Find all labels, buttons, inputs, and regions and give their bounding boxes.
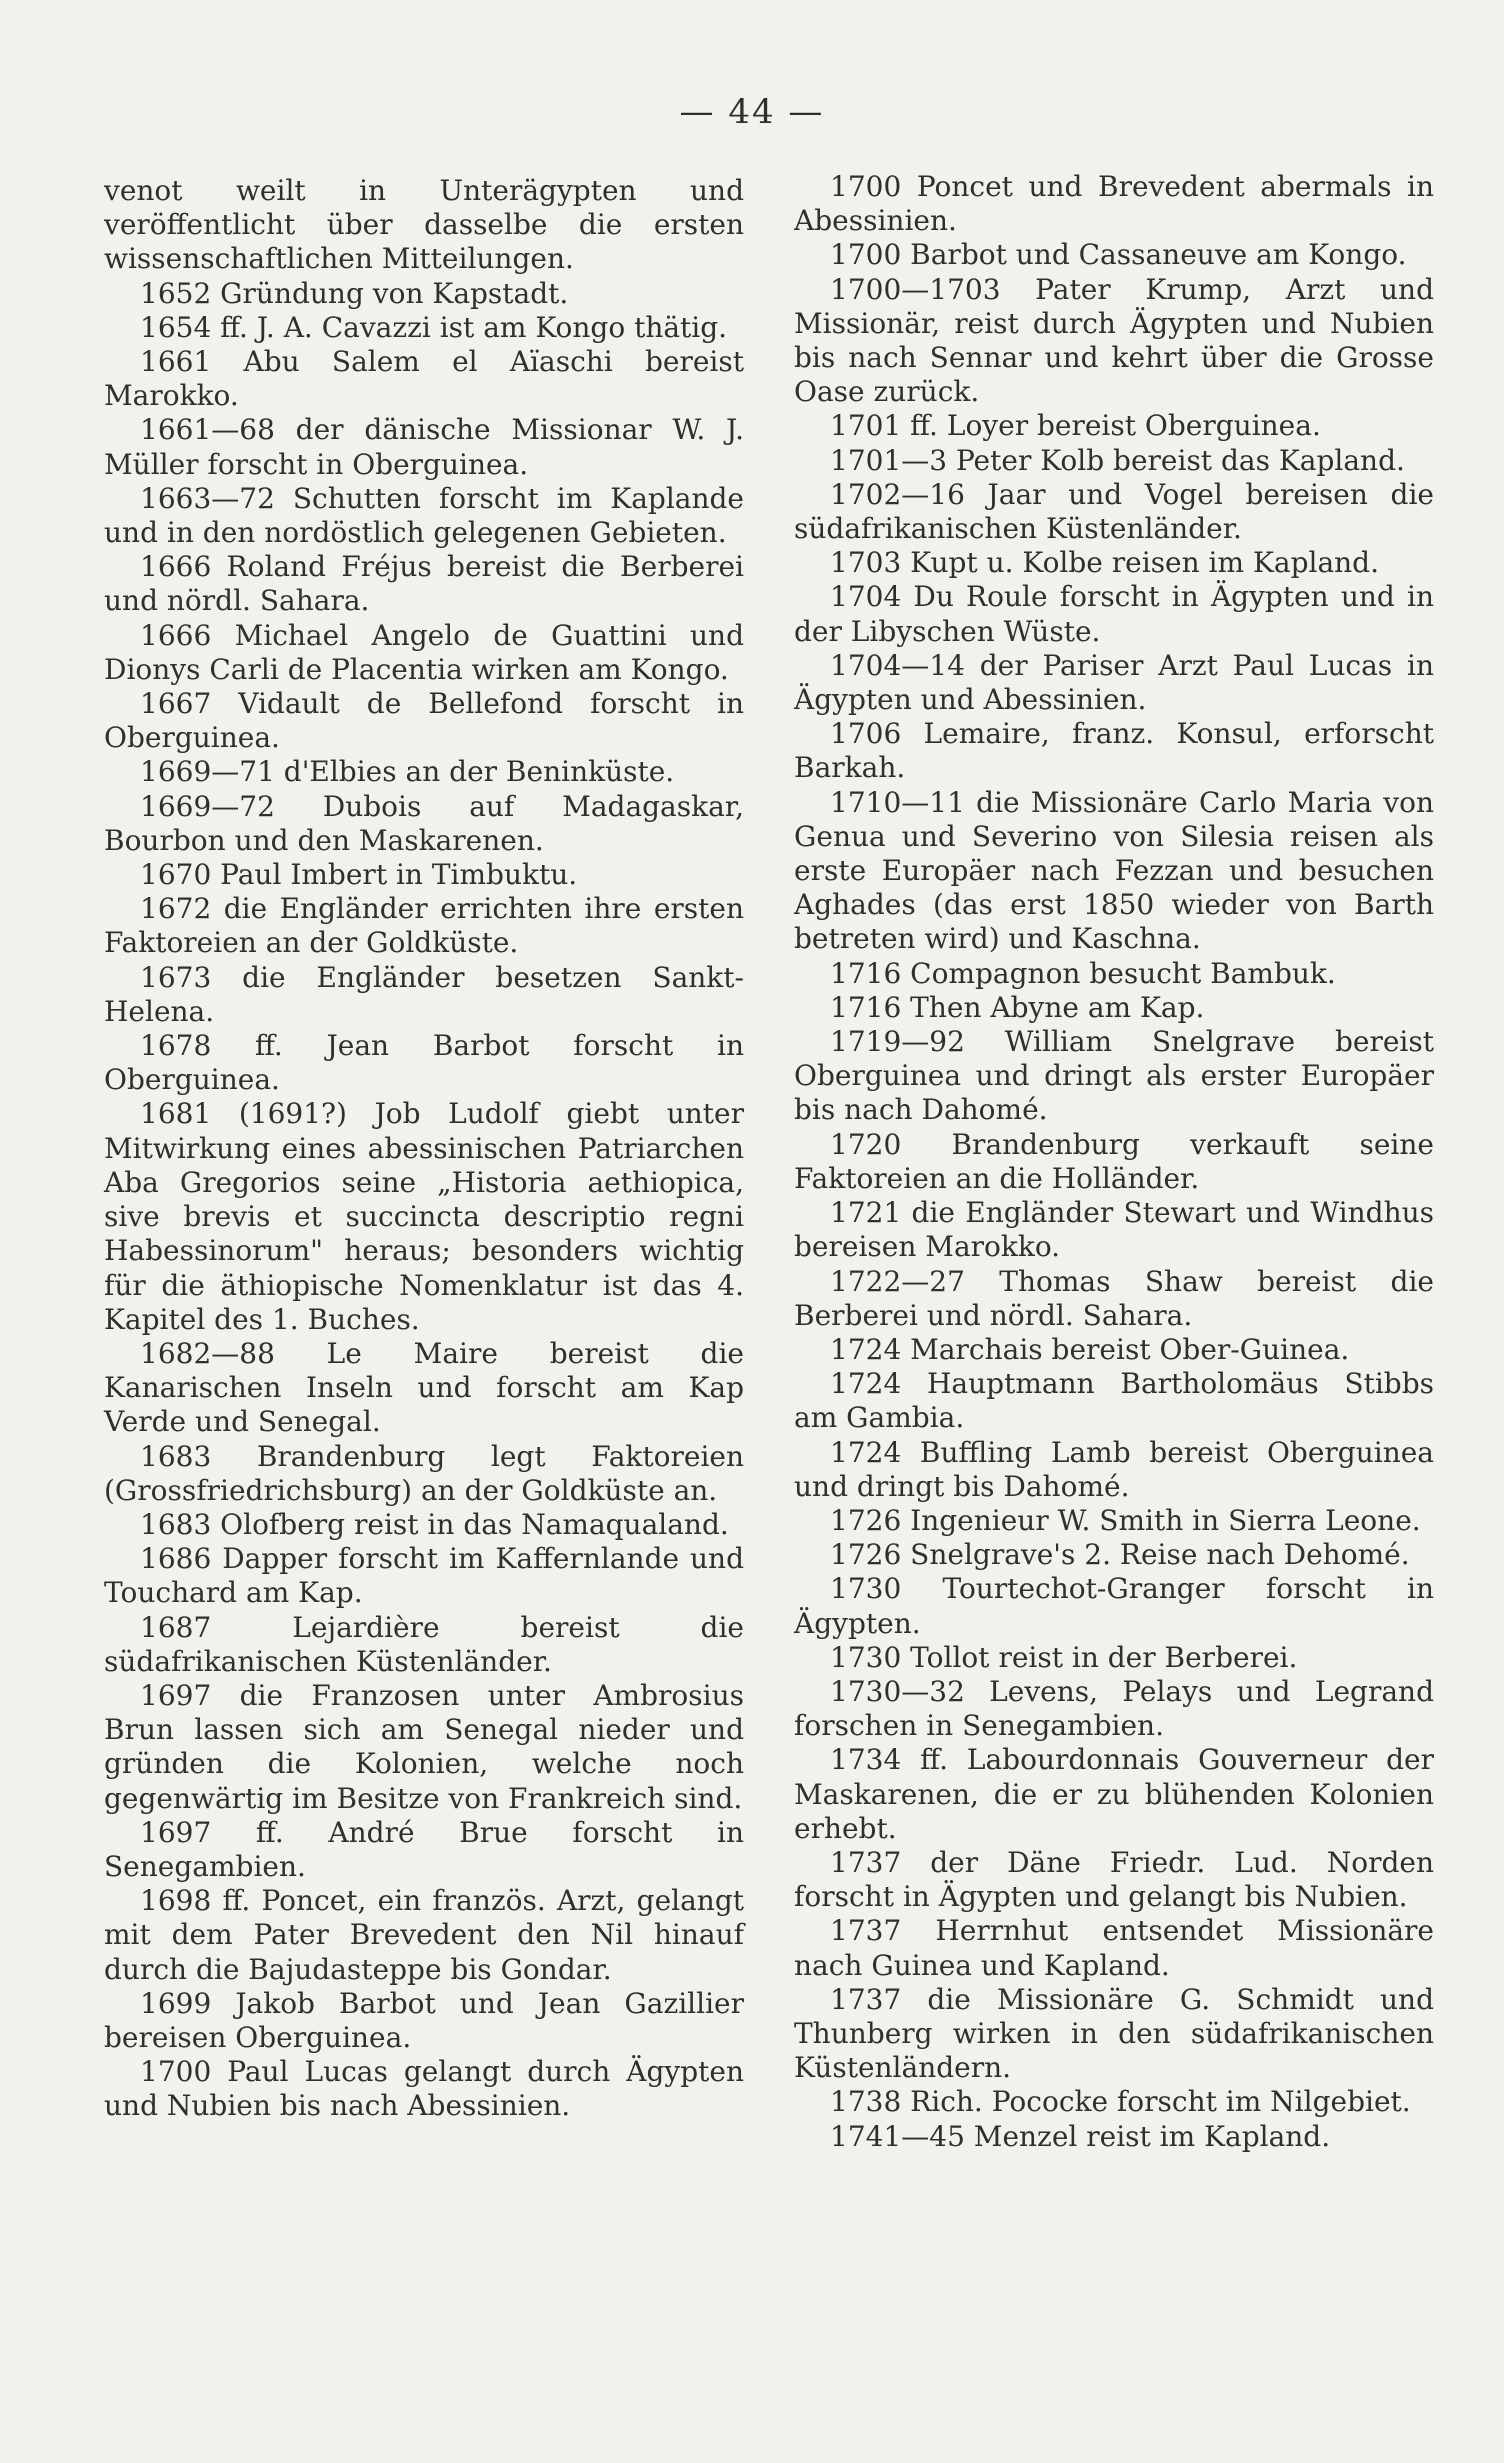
- chronology-entry: venot weilt in Unterägypten und veröffentlicht über dasselbe die ersten wissenschaftlichen Mitteilungen.: [104, 174, 744, 276]
- chronology-entry: 1726 Ingenieur W. Smith in Sierra Leone.: [830, 1503, 1421, 1537]
- chronology-entry: 1700 Paul Lucas gelangt durch Ägypten und Nubien bis nach Abessinien.: [104, 2055, 744, 2123]
- chronology-entry: 1683 Olofberg reist in das Namaqualand.: [140, 1507, 729, 1541]
- page-number: — 44 —: [679, 92, 825, 132]
- chronology-entry: 1737 der Däne Friedr. Lud. Norden forscht in Ägypten und gelangt bis Nubien.: [794, 1845, 1434, 1914]
- chronology-entry: 1741—45 Menzel reist im Kapland.: [830, 2119, 1331, 2153]
- chronology-entry: 1661—68 der dänische Missionar W. J. Müller forscht in Oberguinea.: [104, 413, 744, 481]
- chronology-entry: 1699 Jakob Barbot und Jean Gazillier bereisen Oberguinea.: [104, 1986, 744, 2054]
- chronology-entry: 1702—16 Jaar und Vogel bereisen die südafrikanischen Küstenländer.: [794, 477, 1434, 546]
- chronology-entry: 1730 Tourtechot-Granger forscht in Ägypten.: [794, 1572, 1434, 1640]
- chronology-entry: 1667 Vidault de Bellefond forscht in Oberguinea.: [104, 687, 744, 755]
- chronology-entry: 1654 ff. J. A. Cavazzi ist am Kongo thätig.: [140, 310, 728, 344]
- chronology-entry: 1669—72 Dubois auf Madagaskar, Bourbon und den Maskarenen.: [104, 789, 744, 857]
- chronology-entry: 1722—27 Thomas Shaw bereist die Berberei und nördl. Sahara.: [794, 1264, 1434, 1332]
- chronology-entry: 1738 Rich. Pococke forscht im Nilgebiet.: [830, 2085, 1411, 2119]
- right-column: [794, 170, 1434, 2154]
- chronology-entry: 1706 Lemaire, franz. Konsul, erforscht Barkah.: [794, 717, 1434, 785]
- chronology-entry: 1683 Brandenburg legt Faktoreien (Grossfriedrichsburg) an der Goldküste an.: [104, 1439, 744, 1507]
- chronology-entry: 1666 Michael Angelo de Guattini und Dionys Carli de Placentia wirken am Kongo.: [104, 618, 744, 686]
- chronology-entry: 1716 Then Abyne am Kap.: [830, 990, 1205, 1024]
- chronology-entry: 1666 Roland Fréjus bereist die Berberei und nördl. Sahara.: [104, 550, 744, 618]
- chronology-entry: 1734 ff. Labourdonnais Gouverneur der Maskarenen, die er zu blühenden Kolonien erhebt.: [794, 1743, 1434, 1845]
- chronology-entry: 1724 Buffling Lamb bereist Oberguinea und dringt bis Dahomé.: [794, 1435, 1434, 1503]
- chronology-entry: 1698 ff. Poncet, ein französ. Arzt, gelangt mit dem Pater Brevedent den Nil hinauf durch die Bajudasteppe bis Gondar.: [104, 1884, 744, 1986]
- chronology-entry: 1703 Kupt u. Kolbe reisen im Kapland.: [830, 546, 1380, 580]
- chronology-entry: 1700—1703 Pater Krump, Arzt und Missionär, reist durch Ägypten und Nubien bis nach Sennar und kehrt über die Grosse Oase zurück.: [794, 272, 1434, 409]
- chronology-entry: 1701 ff. Loyer bereist Oberguinea.: [830, 409, 1321, 443]
- chronology-entry: 1663—72 Schutten forscht im Kaplande und in den nordöstlich gelegenen Gebieten.: [104, 481, 744, 550]
- chronology-entry: 1673 die Engländer besetzen Sankt-Helena.: [104, 960, 744, 1028]
- chronology-entry: 1700 Barbot und Cassaneuve am Kongo.: [830, 238, 1407, 272]
- chronology-entry: 1737 die Missionäre G. Schmidt und Thunberg wirken in den südafrikanischen Küstenländern.: [794, 1982, 1434, 2085]
- chronology-entry: 1670 Paul Imbert in Timbuktu.: [140, 858, 578, 892]
- chronology-entry: 1669—71 d'Elbies an der Beninküste.: [140, 755, 675, 789]
- chronology-entry: 1724 Marchais bereist Ober-Guinea.: [830, 1332, 1350, 1366]
- chronology-entry: 1730 Tollot reist in der Berberei.: [830, 1640, 1298, 1674]
- chronology-entry: 1720 Brandenburg verkauft seine Faktoreien an die Holländer.: [794, 1127, 1434, 1195]
- chronology-entry: 1724 Hauptmann Bartholomäus Stibbs am Gambia.: [794, 1367, 1434, 1435]
- chronology-entry: 1661 Abu Salem el Aïaschi bereist Marokko.: [104, 345, 744, 413]
- chronology-entry: 1652 Gründung von Kapstadt.: [140, 276, 569, 310]
- chronology-entry: 1700 Poncet und Brevedent abermals in Abessinien.: [794, 170, 1434, 238]
- chronology-entry: 1697 ff. André Brue forscht in Senegambien.: [104, 1815, 744, 1883]
- chronology-entry: 1704—14 der Pariser Arzt Paul Lucas in Ägypten und Abessinien.: [794, 648, 1434, 717]
- chronology-entry: 1682—88 Le Maire bereist die Kanarischen Inseln und forscht am Kap Verde und Senegal.: [104, 1336, 744, 1439]
- chronology-entry: 1701—3 Peter Kolb bereist das Kapland.: [830, 443, 1405, 477]
- chronology-entry: 1687 Lejardière bereist die südafrikanischen Küstenländer.: [104, 1610, 744, 1678]
- chronology-entry: 1721 die Engländer Stewart und Windhus bereisen Marokko.: [794, 1196, 1434, 1264]
- chronology-entry: 1730—32 Levens, Pelays und Legrand forschen in Senegambien.: [794, 1674, 1434, 1743]
- chronology-entry: 1716 Compagnon besucht Bambuk.: [830, 956, 1336, 990]
- chronology-entry: 1678 ff. Jean Barbot forscht in Oberguinea.: [104, 1029, 744, 1097]
- chronology-entry: 1672 die Engländer errichten ihre ersten Faktoreien an der Goldküste.: [104, 892, 744, 960]
- chronology-entry: 1719—92 William Snelgrave bereist Oberguinea und dringt als erster Europäer bis nach Dahomé.: [794, 1025, 1434, 1127]
- chronology-entry: 1681 (1691?) Job Ludolf giebt unter Mitwirkung eines abessinischen Patriarchen Aba Gregorios seine „Historia aethiopica, sive brevis et succincta descriptio regni Habessinorum" heraus; besonders wichtig für die äthiopische Nomenklatur ist das 4. Kapitel des 1. Buches.: [104, 1097, 744, 1336]
- chronology-entry: 1710—11 die Missionäre Carlo Maria von Genua und Severino von Silesia reisen als erste Europäer nach Fezzan und besuchen Aghades (das erst 1850 wieder von Barth betreten wird) und Kaschna.: [794, 785, 1434, 956]
- chronology-entry: 1697 die Franzosen unter Ambrosius Brun lassen sich am Senegal nieder und gründen die Kolonien, welche noch gegenwärtig im Besitze von Frankreich sind.: [104, 1678, 744, 1815]
- chronology-entry: 1737 Herrnhut entsendet Missionäre nach Guinea und Kapland.: [794, 1914, 1434, 1982]
- chronology-entry: 1704 Du Roule forscht in Ägypten und in der Libyschen Wüste.: [794, 580, 1434, 648]
- left-column: [104, 174, 744, 2124]
- chronology-entry: 1686 Dapper forscht im Kaffernlande und Touchard am Kap.: [104, 1542, 744, 1610]
- chronology-entry: 1726 Snelgrave's 2. Reise nach Dehomé.: [830, 1538, 1410, 1572]
